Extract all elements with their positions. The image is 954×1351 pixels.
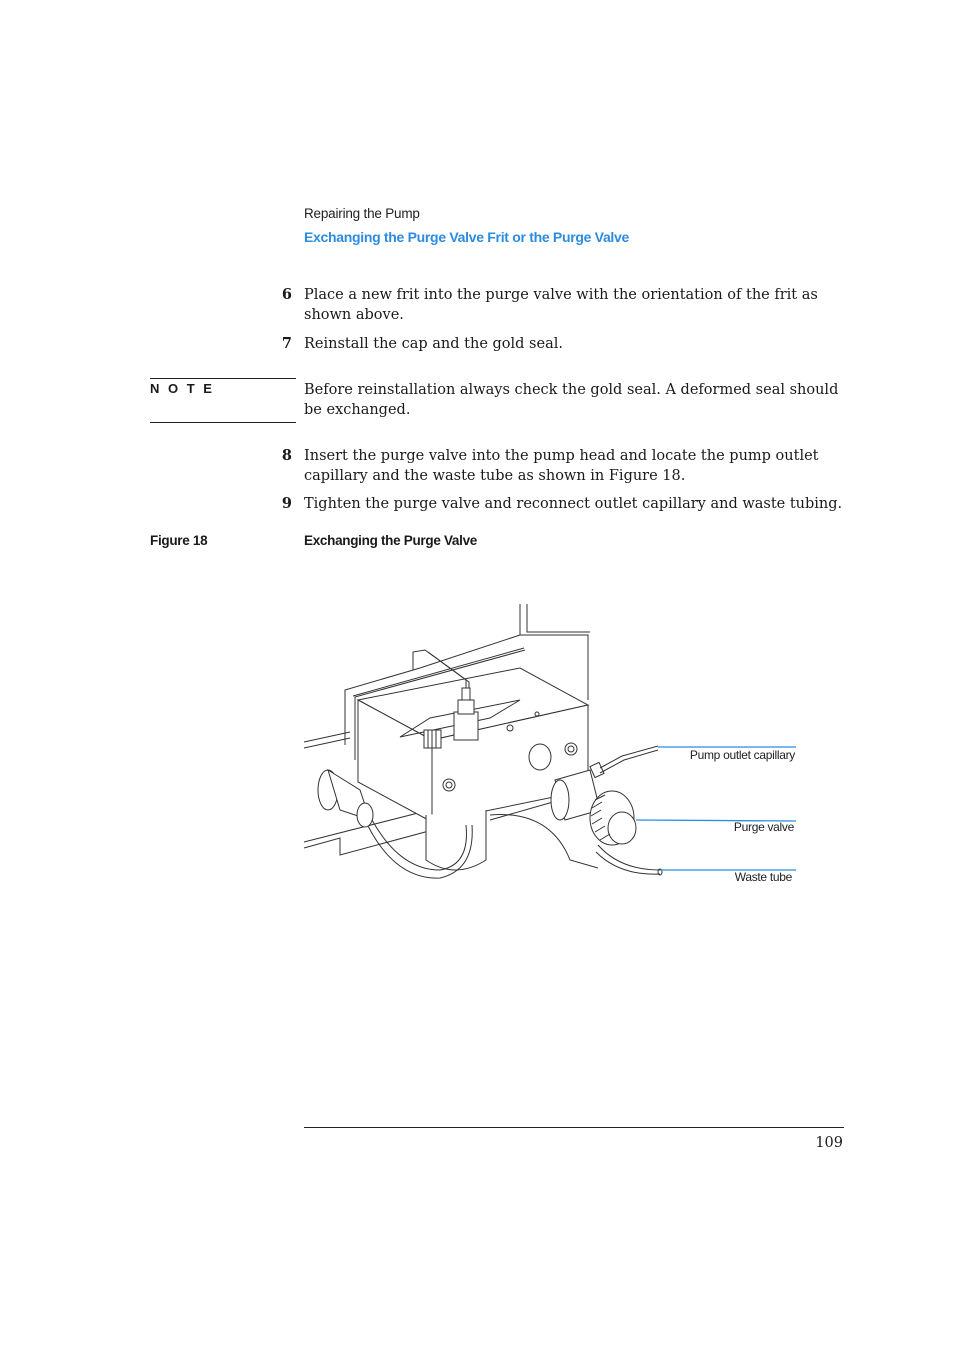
note-label: N O T E: [150, 381, 215, 396]
note-text: Before reinstallation always check the gold seal. A deformed seal should be exchanged.: [304, 382, 839, 418]
step-text-9: Tighten the purge valve and reconnect outlet capillary and waste tubing.: [304, 496, 843, 512]
callout-pump-outlet-capillary: Pump outlet capillary: [689, 748, 795, 762]
step-text-8: Insert the purge valve into the pump head and locate the pump outlet capillary and the waste tube as shown in Figure 18.: [304, 448, 819, 484]
page-number: 109: [815, 1135, 843, 1151]
note-top-rule: [150, 378, 296, 379]
callout-waste-tube: Waste tube: [734, 870, 792, 884]
step-number-7: 7: [281, 335, 292, 352]
step-text-6: Place a new frit into the purge valve with the orientation of the frit as shown above.: [304, 287, 818, 323]
figure-label: Figure 18: [150, 533, 208, 548]
running-header-section: Repairing the Pump: [304, 206, 420, 221]
note-bottom-rule: [150, 422, 296, 423]
running-header-title: Exchanging the Purge Valve Frit or the Purge Valve: [304, 229, 629, 245]
step-number-6: 6: [281, 286, 292, 303]
purge-valve-illustration: [300, 598, 800, 888]
step-text-7: Reinstall the cap and the gold seal.: [304, 336, 563, 352]
figure-title: Exchanging the Purge Valve: [304, 533, 478, 548]
step-number-8: 8: [281, 447, 292, 464]
step-number-9: 9: [281, 495, 292, 512]
footer-rule: [304, 1127, 844, 1128]
callout-purge-valve: Purge valve: [733, 820, 794, 834]
